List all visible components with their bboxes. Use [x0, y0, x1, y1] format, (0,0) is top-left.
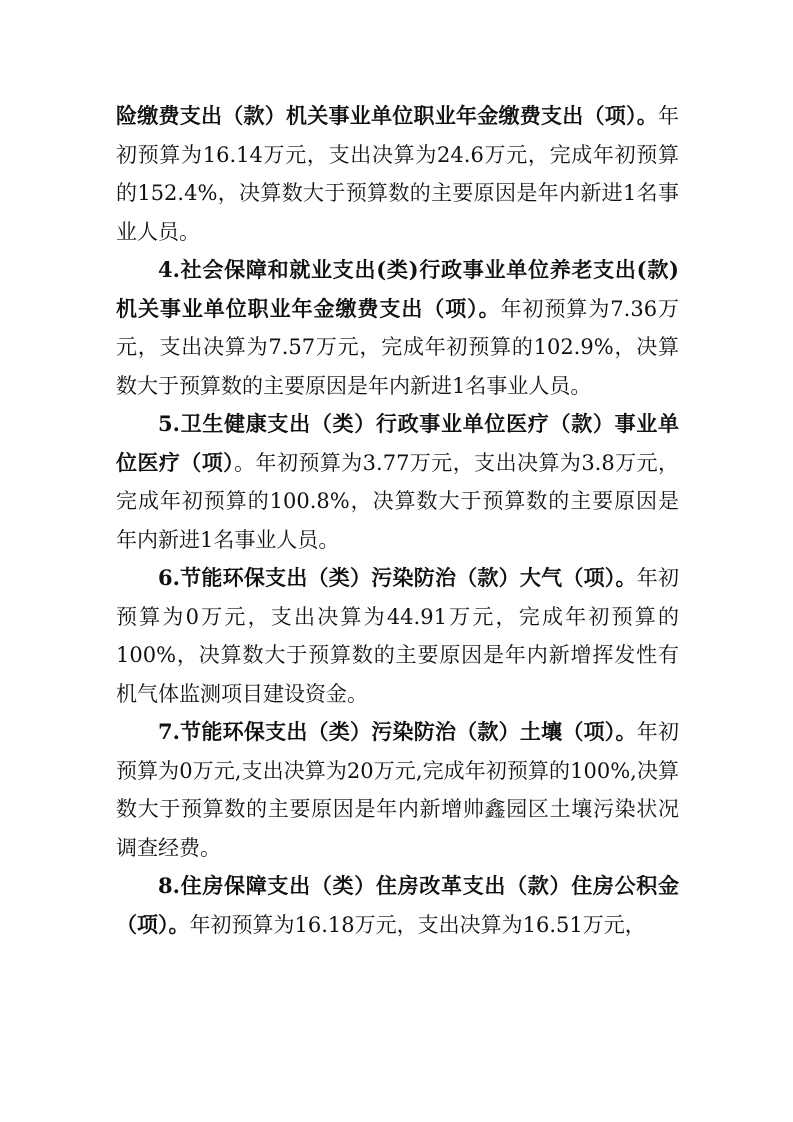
paragraph-heading: 6.节能环保支出（类）污染防治（款）大气（项）。 [158, 565, 637, 590]
paragraph-item-4 [116, 251, 679, 405]
paragraph-text: 年初预算为0万元，支出决算为44.91万元，完成年初预算的100%，决算数大于预算数的主要原因是年内新增挥发性有机气体监测项目建设资金。 [116, 566, 680, 706]
paragraph-item-6 [116, 559, 679, 713]
paragraph-heading: 7.节能环保支出（类）污染防治（款）土壤（项）。 [158, 719, 637, 744]
paragraph-text: 年初预算为7.36万元，支出决算为7.57万元，完成年初预算的102.9%，决算数大于预算数的主要原因是年内新进1名事业人员。 [116, 296, 680, 398]
paragraph-heading: 5.卫生健康支出（类）行政事业单位医疗（款）事业单位医疗（项） [116, 411, 679, 475]
document-body [116, 97, 679, 944]
paragraph-heading: 险缴费支出（款）机关事业单位职业年金缴费支出（项）。 [116, 103, 658, 128]
paragraph-item-7 [116, 713, 679, 867]
paragraph-item-8 [116, 867, 679, 944]
paragraph-continued [116, 97, 679, 251]
paragraph-item-5 [116, 405, 679, 559]
paragraph-heading: 4.社会保障和就业支出(类)行政事业单位养老支出(款)机关事业单位职业年金缴费支出（项）。 [116, 257, 679, 321]
paragraph-text: 年初预算为0万元,支出决算为20万元,完成年初预算的100%,决算数大于预算数的主要原因是年内新增帅鑫园区土壤污染状况调查经费。 [116, 720, 680, 860]
paragraph-heading: 8.住房保障支出（类）住房改革支出（款）住房公积金（项）。 [116, 873, 679, 937]
paragraph-text: 。年初预算为3.77万元，支出决算为3.8万元，完成年初预算的100.8%，决算数大于预算数的主要原因是年内新进1名事业人员。 [116, 450, 680, 552]
paragraph-text: 年初预算为16.18万元，支出决算为16.51万元， [189, 912, 646, 937]
paragraph-text: 年初预算为16.14万元，支出决算为24.6万元，完成年初预算的152.4%，决算数大于预算数的主要原因是年内新进1名事业人员。 [116, 104, 679, 244]
